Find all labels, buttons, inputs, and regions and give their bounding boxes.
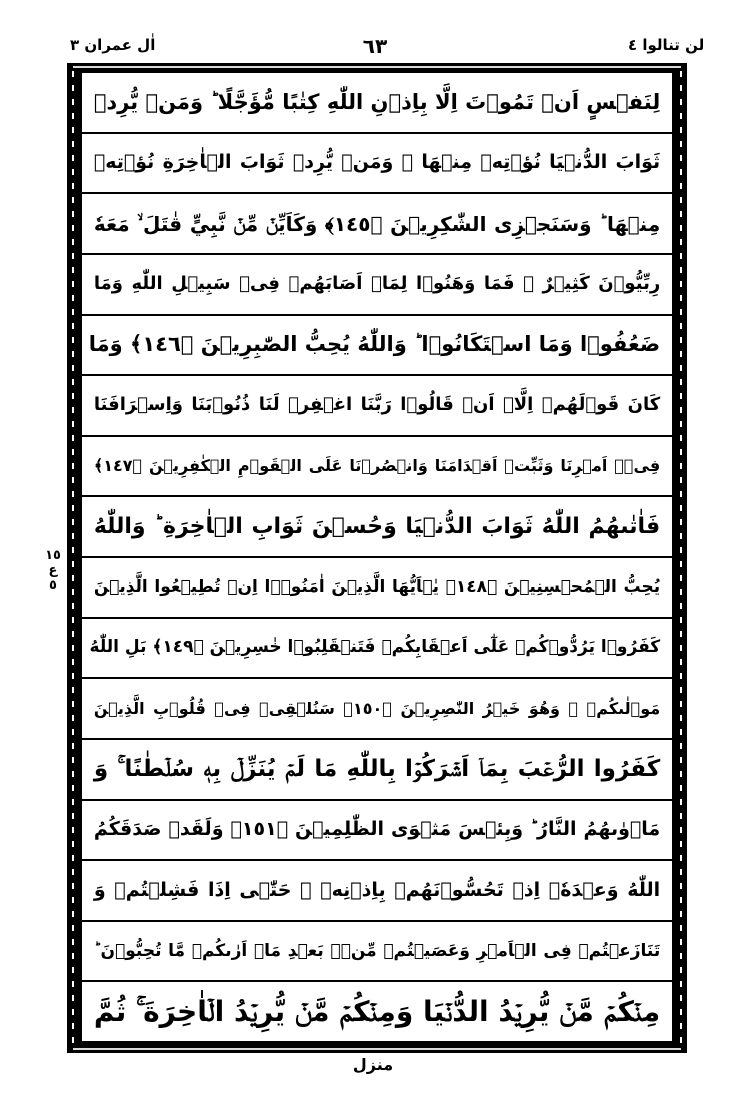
ruku-marker-top: ١٥ <box>45 548 61 563</box>
line-text: مِنۡهَا ؕ وَسَنَجۡزِى الشّٰكِرِيۡنَ ﴿١٤٥﴾ وَكَاَيِّنۡ مِّنۡ نَّبِيٍّ قٰتَلَ ۙ مَعَهٗ <box>93 211 661 236</box>
text-line <box>82 316 672 377</box>
ruku-marker-ain: ع <box>48 563 58 578</box>
text-block <box>80 71 674 1043</box>
frame-ornament-left <box>72 71 74 1045</box>
text-line <box>82 679 672 740</box>
page-header <box>0 36 746 62</box>
line-text: كَانَ قَوۡلَهُمۡ اِلَّاۤ اَنۡ قَالُوۡا رَبَّنَا اغۡفِرۡ لَنَا ذُنُوۡبَنَا وَاِسۡرَافَنَا <box>93 394 661 416</box>
frame-ornament-bottom <box>73 1048 681 1050</box>
page-number: ٦٣ <box>362 34 388 58</box>
text-line <box>82 194 672 255</box>
line-text: ثَوَابَ الدُّنۡيَا نُؤۡتِهٖ مِنۡهَا ۚ وَمَنۡ يُّرِدۡ ثَوَابَ الۡاٰخِرَةِ نُؤۡتِهٖ <box>93 151 661 174</box>
line-text: فَاٰتٰٮهُمُ اللّٰهُ ثَوَابَ الدُّنۡيَا وَحُسۡنَ ثَوَابِ الۡاٰخِرَةِ ؕ وَاللّٰهُ <box>93 513 661 539</box>
line-text: لِنَفۡسٍ اَنۡ تَمُوۡتَ اِلَّا بِاِذۡنِ اللّٰهِ كِتٰبًا مُّؤَجَّلًا ؕ وَمَنۡ يُّرِدۡ <box>93 89 661 114</box>
line-text: مِنۡكُمۡ مَّنۡ يُّرِيۡدُ الدُّنۡيَا وَمِنۡكُمۡ مَّنۡ يُّرِيۡدُ الۡاٰخِرَةَ ۚ ثُمَّ <box>93 994 661 1028</box>
text-line <box>82 922 672 983</box>
line-text: كَفَرُوا الرُّعۡبَ بِمَاۤ اَشۡرَكُوۡا بِاللّٰهِ مَا لَمۡ يُنَزِّلۡ بِهٖ سُلۡطٰنًا ۚ وَ <box>93 755 661 782</box>
text-line <box>82 437 672 498</box>
text-line <box>82 801 672 862</box>
frame-ornament-right <box>680 71 682 1045</box>
line-text: مَاۡوٰٮهُمُ النَّارُ ؕ وَبِئۡسَ مَثۡوَى الظّٰلِمِيۡنَ ﴿١٥١﴾ وَلَقَدۡ صَدَقَكُمُ <box>93 818 661 841</box>
text-line <box>82 558 672 619</box>
line-text: تَنَازَعۡتُمۡ فِى الۡاَمۡرِ وَعَصَيۡتُمۡ مِّنۡۢ بَعۡدِ مَاۤ اَرٰٮكُمۡ مَّا تُحِبُّوۡنَ ؕ <box>93 940 661 961</box>
frame-ornament-top <box>73 66 681 68</box>
line-text: كَفَرُوۡا يَرُدُّوۡكُمۡ عَلٰٓى اَعۡقَابِكُمۡ فَتَنۡقَلِبُوۡا خٰسِرِيۡنَ ﴿١٤٩﴾ بَلِ اللّٰهُ <box>89 637 661 658</box>
line-text: ضَعُفُوۡا وَمَا اسۡتَكَانُوۡا ؕ وَاللّٰهُ يُحِبُّ الصّٰبِرِيۡنَ ﴿١٤٦﴾ وَمَا <box>88 332 661 357</box>
ruku-marker <box>42 548 64 593</box>
text-line <box>82 740 672 801</box>
ruku-marker-bottom: ٥ <box>49 578 57 593</box>
text-line <box>82 376 672 437</box>
line-text: مَوۡلٰٮكُمۡ ۚ وَهُوَ خَيۡرُ النّٰصِرِيۡنَ ﴿١٥٠﴾ سَنُلۡقِىۡ فِىۡ قُلُوۡبِ الَّذِيۡنَ <box>93 698 661 718</box>
para-name: لن تنالوا ٤ <box>628 36 705 54</box>
line-text: يُحِبُّ الۡمُحۡسِنِيۡنَ ﴿١٤٨﴾ يٰۤاَيُّهَا الَّذِيۡنَ اٰمَنُوۡۤا اِنۡ تُطِيۡعُوا الَّذِيۡنَ <box>93 576 661 597</box>
text-line <box>82 134 672 195</box>
text-line <box>82 497 672 558</box>
manzil-label: منزل <box>352 1055 394 1074</box>
surah-name: اٰل عمران ٣ <box>70 36 156 54</box>
text-line <box>82 73 672 134</box>
line-text: اللّٰهُ وَعۡدَهٗۤ اِذۡ تَحُسُّوۡنَهُمۡ بِاِذۡنِهٖ ۚ حَتّٰۤى اِذَا فَشِلۡتُمۡ وَ <box>93 878 661 901</box>
line-text: فِىۡۤ اَمۡرِنَا وَثَبِّتۡ اَقۡدَامَنَا وَانۡصُرۡنَا عَلَى الۡقَوۡمِ الۡكٰفِرِيۡنَ ﴿١٤٧﴾ <box>93 456 661 476</box>
text-line <box>82 982 672 1041</box>
line-text: رِبِّيُّوۡنَ كَثِيۡرٌ ۚ فَمَا وَهَنُوۡا لِمَاۤ اَصَابَهُمۡ فِىۡ سَبِيۡلِ اللّٰهِ وَمَا <box>93 273 661 295</box>
text-line <box>82 861 672 922</box>
text-line <box>82 255 672 316</box>
text-line <box>82 619 672 680</box>
ornamental-frame <box>67 63 687 1053</box>
